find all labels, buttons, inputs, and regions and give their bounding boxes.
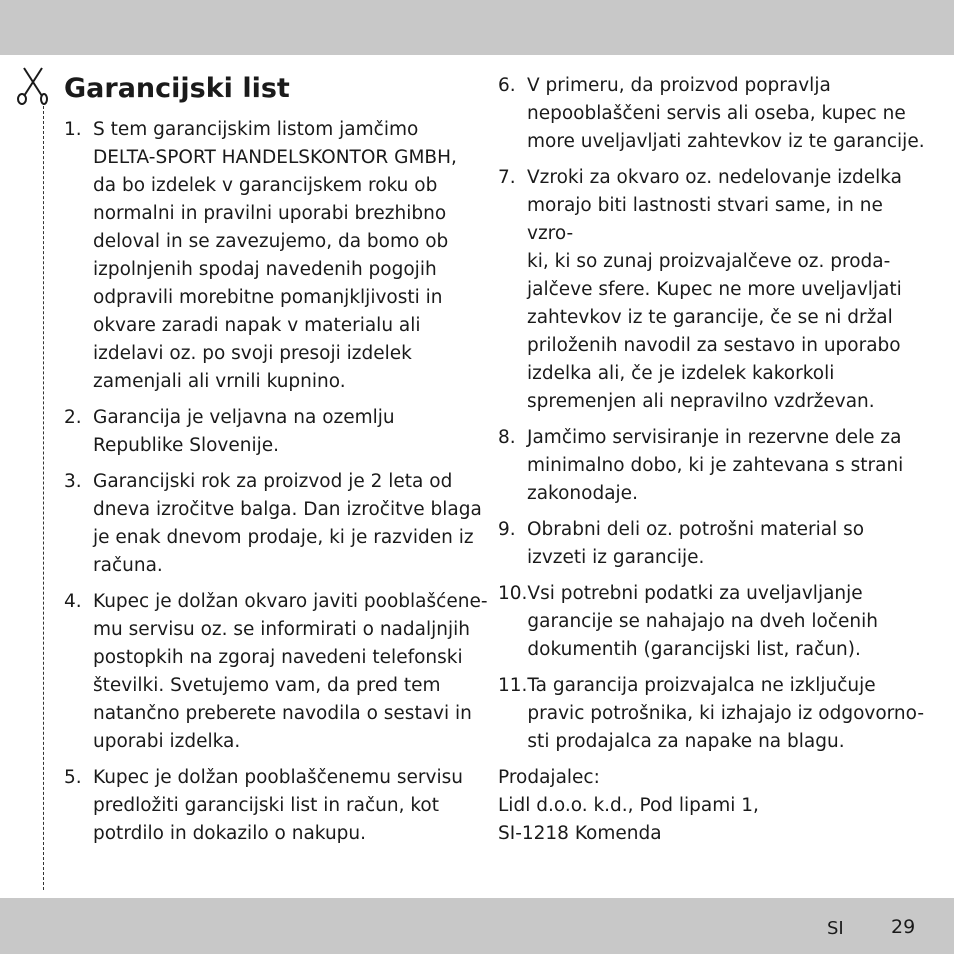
item-number: 7. bbox=[498, 167, 516, 188]
list-item bbox=[498, 516, 934, 572]
item-text bbox=[93, 404, 494, 460]
item-number: 3. bbox=[64, 471, 82, 492]
item-line: okvare zaradi napak v materialu ali bbox=[93, 315, 421, 336]
item-line: nepooblaščeni servis ali oseba, kupec ne bbox=[527, 103, 906, 124]
item-line: Obrabni deli oz. potrošni material so bbox=[527, 519, 865, 540]
item-line: potrdilo in dokazilo o nakupu. bbox=[93, 823, 367, 844]
item-line: računa. bbox=[93, 555, 163, 576]
seller-address-line: SI-1218 Komenda bbox=[498, 823, 662, 844]
item-line: Kupec je dolžan pooblaščenemu servisu bbox=[93, 767, 463, 788]
right-list bbox=[498, 72, 934, 756]
item-text bbox=[93, 764, 494, 848]
right-column bbox=[498, 72, 934, 848]
list-item bbox=[64, 116, 494, 396]
list-item bbox=[498, 672, 934, 756]
item-line: mu servisu oz. se informirati o nadaljnjih bbox=[93, 619, 470, 640]
item-number: 1. bbox=[64, 119, 82, 140]
item-line: uporabi izdelka. bbox=[93, 731, 241, 752]
page-number: 29 bbox=[891, 916, 916, 938]
item-line: izvzeti iz garancije. bbox=[527, 547, 705, 568]
item-line: Republike Slovenije. bbox=[93, 435, 280, 456]
item-line: normalni in pravilni uporabi brezhibno bbox=[93, 203, 447, 224]
list-item bbox=[498, 72, 934, 156]
item-text bbox=[93, 468, 494, 580]
item-number: 6. bbox=[498, 75, 516, 96]
list-item bbox=[498, 424, 934, 508]
seller-address-line: Lidl d.o.o. k.d., Pod lipami 1, bbox=[498, 795, 759, 816]
item-text bbox=[527, 164, 934, 416]
cut-line bbox=[43, 106, 44, 890]
item-line: dneva izročitve balga. Dan izročitve blaga bbox=[93, 499, 482, 520]
item-line: S tem garancijskim listom jamčimo bbox=[93, 119, 419, 140]
item-line: izdelka ali, če je izdelek kakorkoli bbox=[527, 363, 835, 384]
item-line: številki. Svetujemo vam, da pred tem bbox=[93, 675, 441, 696]
item-number: 10. bbox=[498, 583, 528, 604]
page-title: Garancijski list bbox=[64, 73, 290, 104]
item-line: Garancijski rok za proizvod je 2 leta od bbox=[93, 471, 453, 492]
item-line: Kupec je dolžan okvaro javiti pooblašćene- bbox=[93, 591, 488, 612]
item-line: V primeru, da proizvod popravlja bbox=[527, 75, 831, 96]
list-item bbox=[64, 404, 494, 460]
item-line: odpravili morebitne pomanjkljivosti in bbox=[93, 287, 443, 308]
top-banner bbox=[0, 0, 954, 55]
item-line: postopkih na zgoraj navedeni telefonski bbox=[93, 647, 463, 668]
item-line: predložiti garancijski list in račun, kot bbox=[93, 795, 439, 816]
item-line: Vzroki za okvaro oz. nedelovanje izdelka bbox=[527, 167, 902, 188]
item-line: Ta garancija proizvajalca ne izključuje bbox=[527, 675, 876, 696]
item-line: je enak dnevom prodaje, ki je razviden iz bbox=[93, 527, 474, 548]
item-number: 8. bbox=[498, 427, 516, 448]
item-line: DELTA-SPORT HANDELSKONTOR GMBH, bbox=[93, 147, 457, 168]
language-code: SI bbox=[827, 918, 844, 939]
item-line: izpolnjenih spodaj navedenih pogojih bbox=[93, 259, 437, 280]
item-line: Vsi potrebni podatki za uveljavljanje bbox=[527, 583, 863, 604]
item-line: izdelavi oz. po svoji presoji izdelek bbox=[93, 343, 412, 364]
item-line: dokumentih (garancijski list, račun). bbox=[527, 639, 861, 660]
item-text bbox=[527, 516, 934, 572]
scissors-icon bbox=[16, 66, 48, 106]
item-line: deloval in se zavezujemo, da bomo ob bbox=[93, 231, 449, 252]
seller-label: Prodajalec: bbox=[498, 767, 600, 788]
item-line: jalčeve sfere. Kupec ne more uveljavljati bbox=[527, 279, 902, 300]
item-line: spremenjen ali nepravilno vzdrževan. bbox=[527, 391, 875, 412]
item-line: minimalno dobo, ki je zahtevana s strani bbox=[527, 455, 904, 476]
item-line: zamenjali ali vrnili kupnino. bbox=[93, 371, 346, 392]
list-item bbox=[64, 764, 494, 848]
item-line: zahtevkov iz te garancije, če se ni držal bbox=[527, 307, 893, 328]
list-item bbox=[498, 164, 934, 416]
item-line: sti prodajalca za napake na blagu. bbox=[527, 731, 845, 752]
item-line: zakonodaje. bbox=[527, 483, 638, 504]
item-line: priloženih navodil za sestavo in uporabo bbox=[527, 335, 901, 356]
item-line: pravic potrošnika, ki izhajajo iz odgovorno- bbox=[527, 703, 924, 724]
item-text bbox=[93, 116, 494, 396]
list-item bbox=[64, 588, 494, 756]
item-line: natančno preberete navodila o sestavi in bbox=[93, 703, 472, 724]
item-text bbox=[527, 72, 934, 156]
item-number: 9. bbox=[498, 519, 516, 540]
list-item bbox=[498, 580, 934, 664]
item-line: more uveljavljati zahtevkov iz te garancije. bbox=[527, 131, 925, 152]
item-line: da bo izdelek v garancijskem roku ob bbox=[93, 175, 438, 196]
item-number: 4. bbox=[64, 591, 82, 612]
item-number: 5. bbox=[64, 767, 82, 788]
item-line: Jamčimo servisiranje in rezervne dele za bbox=[527, 427, 902, 448]
item-text bbox=[527, 424, 934, 508]
footer-bar bbox=[0, 898, 954, 954]
seller-block bbox=[498, 764, 934, 848]
item-line: morajo biti lastnosti stvari same, in ne vzro- bbox=[527, 195, 883, 244]
item-text bbox=[93, 588, 494, 756]
item-number: 2. bbox=[64, 407, 82, 428]
item-line: Garancija je veljavna na ozemlju bbox=[93, 407, 395, 428]
item-text bbox=[527, 672, 934, 756]
item-text bbox=[527, 580, 934, 664]
item-line: ki, ki so zunaj proizvajalčeve oz. proda- bbox=[527, 251, 891, 272]
list-item bbox=[64, 468, 494, 580]
item-number: 11. bbox=[498, 675, 528, 696]
left-column bbox=[64, 116, 494, 856]
item-line: garancije se nahajajo na dveh ločenih bbox=[527, 611, 878, 632]
